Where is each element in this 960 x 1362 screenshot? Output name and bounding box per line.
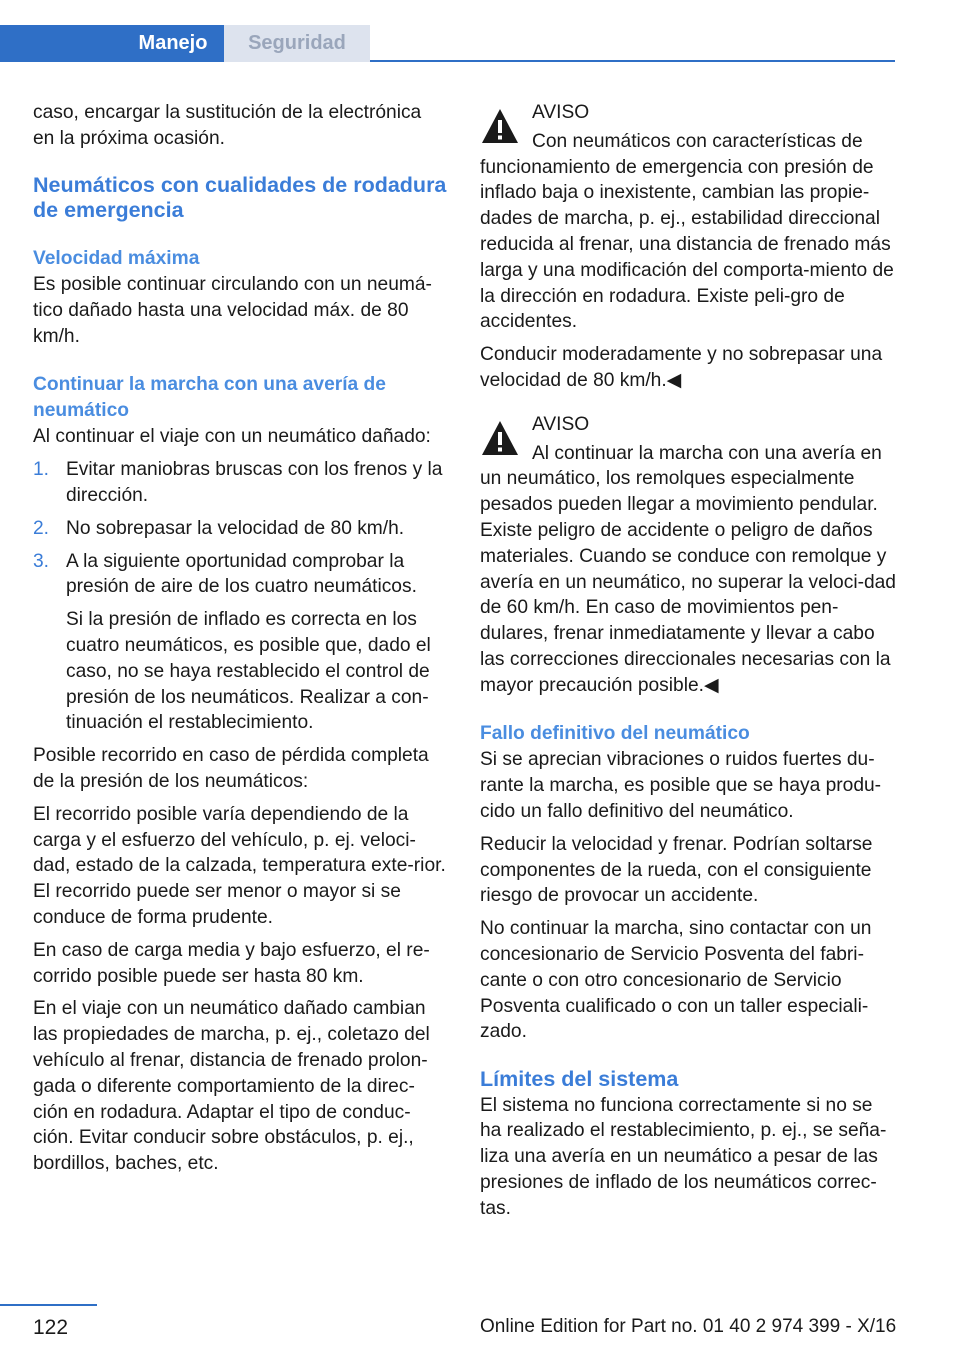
heading-continue: Continuar la marcha con una avería de neumático — [33, 373, 386, 421]
edition-note: Online Edition for Part no. 01 40 2 974 399 - X/16 — [480, 1316, 897, 1337]
paragraph-continue: Al continuar el viaje con un neumático dañado: — [33, 426, 431, 448]
paragraph-range-1: Posible recorrido en caso de pérdida completa de la presión de los neumáticos: — [33, 745, 429, 792]
paragraph-range-3: En caso de carga media y bajo esfuerzo, el re‐corrido posible puede ser hasta 80 km. — [33, 939, 430, 987]
right-column — [480, 100, 898, 1229]
warning-title: AVISO — [532, 102, 590, 123]
list-text: No sobrepasar la velocidad de 80 km/h. — [66, 517, 405, 539]
paragraph-failure-3: No continuar la marcha, sino contactar con un concesionario de Servicio Posventa del fabri‐cante o con otro concesionario de Servicio Posventa cualificado o con un taller especiali‐zado. — [480, 918, 872, 1043]
warning-title: AVISO — [532, 413, 590, 435]
warning-text: Al continuar la marcha con una avería en un neumático, los remolques especialmente pesados pueden llegar a movimiento pendular. Existe peligro de accidente o peligro de daños materiales. Cuando se conduce con remolque y avería en un neumático, no superar la veloci‐dad de 60 km/h. En caso de movimientos pen‐dulares, frenar inmediatamente y llevar a cabo las correcciones direccionales necesarias con la mayor precaución posible.◀ — [480, 442, 896, 696]
list-number: 1. — [33, 459, 50, 481]
warning-block-2 — [480, 412, 898, 699]
tab-seguridad[interactable]: Seguridad — [224, 25, 370, 62]
list-number: 3. — [33, 550, 50, 572]
list-number: 2. — [33, 517, 50, 539]
tab-manejo[interactable]: Manejo — [122, 25, 224, 62]
warning-block-1 — [480, 100, 898, 394]
heading-system-limits: Límites del sistema — [480, 1067, 679, 1092]
list-continuation: Si la presión de inflado es correcta en los cuatro neumáticos, es posible que, dado el caso, no se haya restablecido el control de presión de los neumáticos. Realizar a con‐tinuación el restablecimiento. — [66, 609, 431, 734]
list-text: A la siguiente oportunidad comprobar la presión de aire de los cuatro neumáticos. — [66, 550, 417, 598]
paragraph-max-speed: Es posible continuar circulando con un neumá‐tico dañado hasta una velocidad máx. de 80 km/h. — [33, 274, 432, 347]
paragraph-failure-2: Reducir la velocidad y frenar. Podrían soltarse componentes de la rueda, con el consiguiente riesgo de provocar un accidente. — [480, 833, 873, 907]
page-number-rule — [0, 1304, 97, 1306]
left-column — [33, 100, 447, 1184]
warning-triangle-icon — [480, 106, 520, 146]
warning-text-2: Conducir moderadamente y no sobrepasar una velocidad de 80 km/h.◀ — [480, 344, 883, 391]
paragraph-limits: El sistema no funciona correctamente si no se ha realizado el restablecimiento, p. ej., se seña‐liza una avería en un neumático a pesar de las presiones de inflado de los neumáticos correc‐tas. — [480, 1094, 887, 1219]
warning-triangle-icon — [480, 418, 520, 458]
list-text: Evitar maniobras bruscas con los frenos y la dirección. — [66, 459, 443, 506]
page-number: 122 — [33, 1316, 69, 1339]
list-item — [33, 549, 447, 601]
paragraph-range-4: En el viaje con un neumático dañado cambian las propiedades de marcha, p. ej., coletazo del vehículo al frenar, distancia de frenado prolon‐gada o diferente comportamiento de la direc‐ción en rodadura. Adaptar el tipo de conduc‐ción. Evitar conducir sobre obstáculos, p. ej., bordillos, baches, etc. — [33, 998, 430, 1175]
header-tabs — [0, 25, 895, 63]
paragraph-failure-1: Si se aprecian vibraciones o ruidos fuertes du‐rante la marcha, es posible que se haya produ‐cido un fallo definitivo del neumático. — [480, 749, 882, 822]
list-item — [33, 516, 447, 542]
paragraph-intro: caso, encargar la sustitución de la electrónica en la próxima ocasión. — [33, 102, 422, 149]
heading-max-speed: Velocidad máxima — [33, 247, 200, 269]
paragraph-range-2: El recorrido posible varía dependiendo de la carga y el esfuerzo del vehículo, p. ej. veloci‐dad, estado de la calzada, temperatura exte‐rior. El recorrido puede ser menor o mayor si se conduce de forma prudente. — [33, 803, 446, 928]
warning-text: Con neumáticos con características de funcionamiento de emergencia con presión de inflado baja o inexistente, cambian las propie‐dades de marcha, p. ej., estabilidad direccional reducida al frenar, una distancia de frenado más larga y una modificación del comporta‐miento de la dirección en rodadura. Existe peli‐gro de accidentes. — [480, 130, 894, 333]
heading-tire-failure: Fallo definitivo del neumático — [480, 722, 750, 744]
header-accent-bar — [0, 25, 122, 62]
list-item — [33, 457, 447, 509]
heading-runflat: Neumáticos con cualidades de rodadura de emergencia — [33, 172, 447, 223]
